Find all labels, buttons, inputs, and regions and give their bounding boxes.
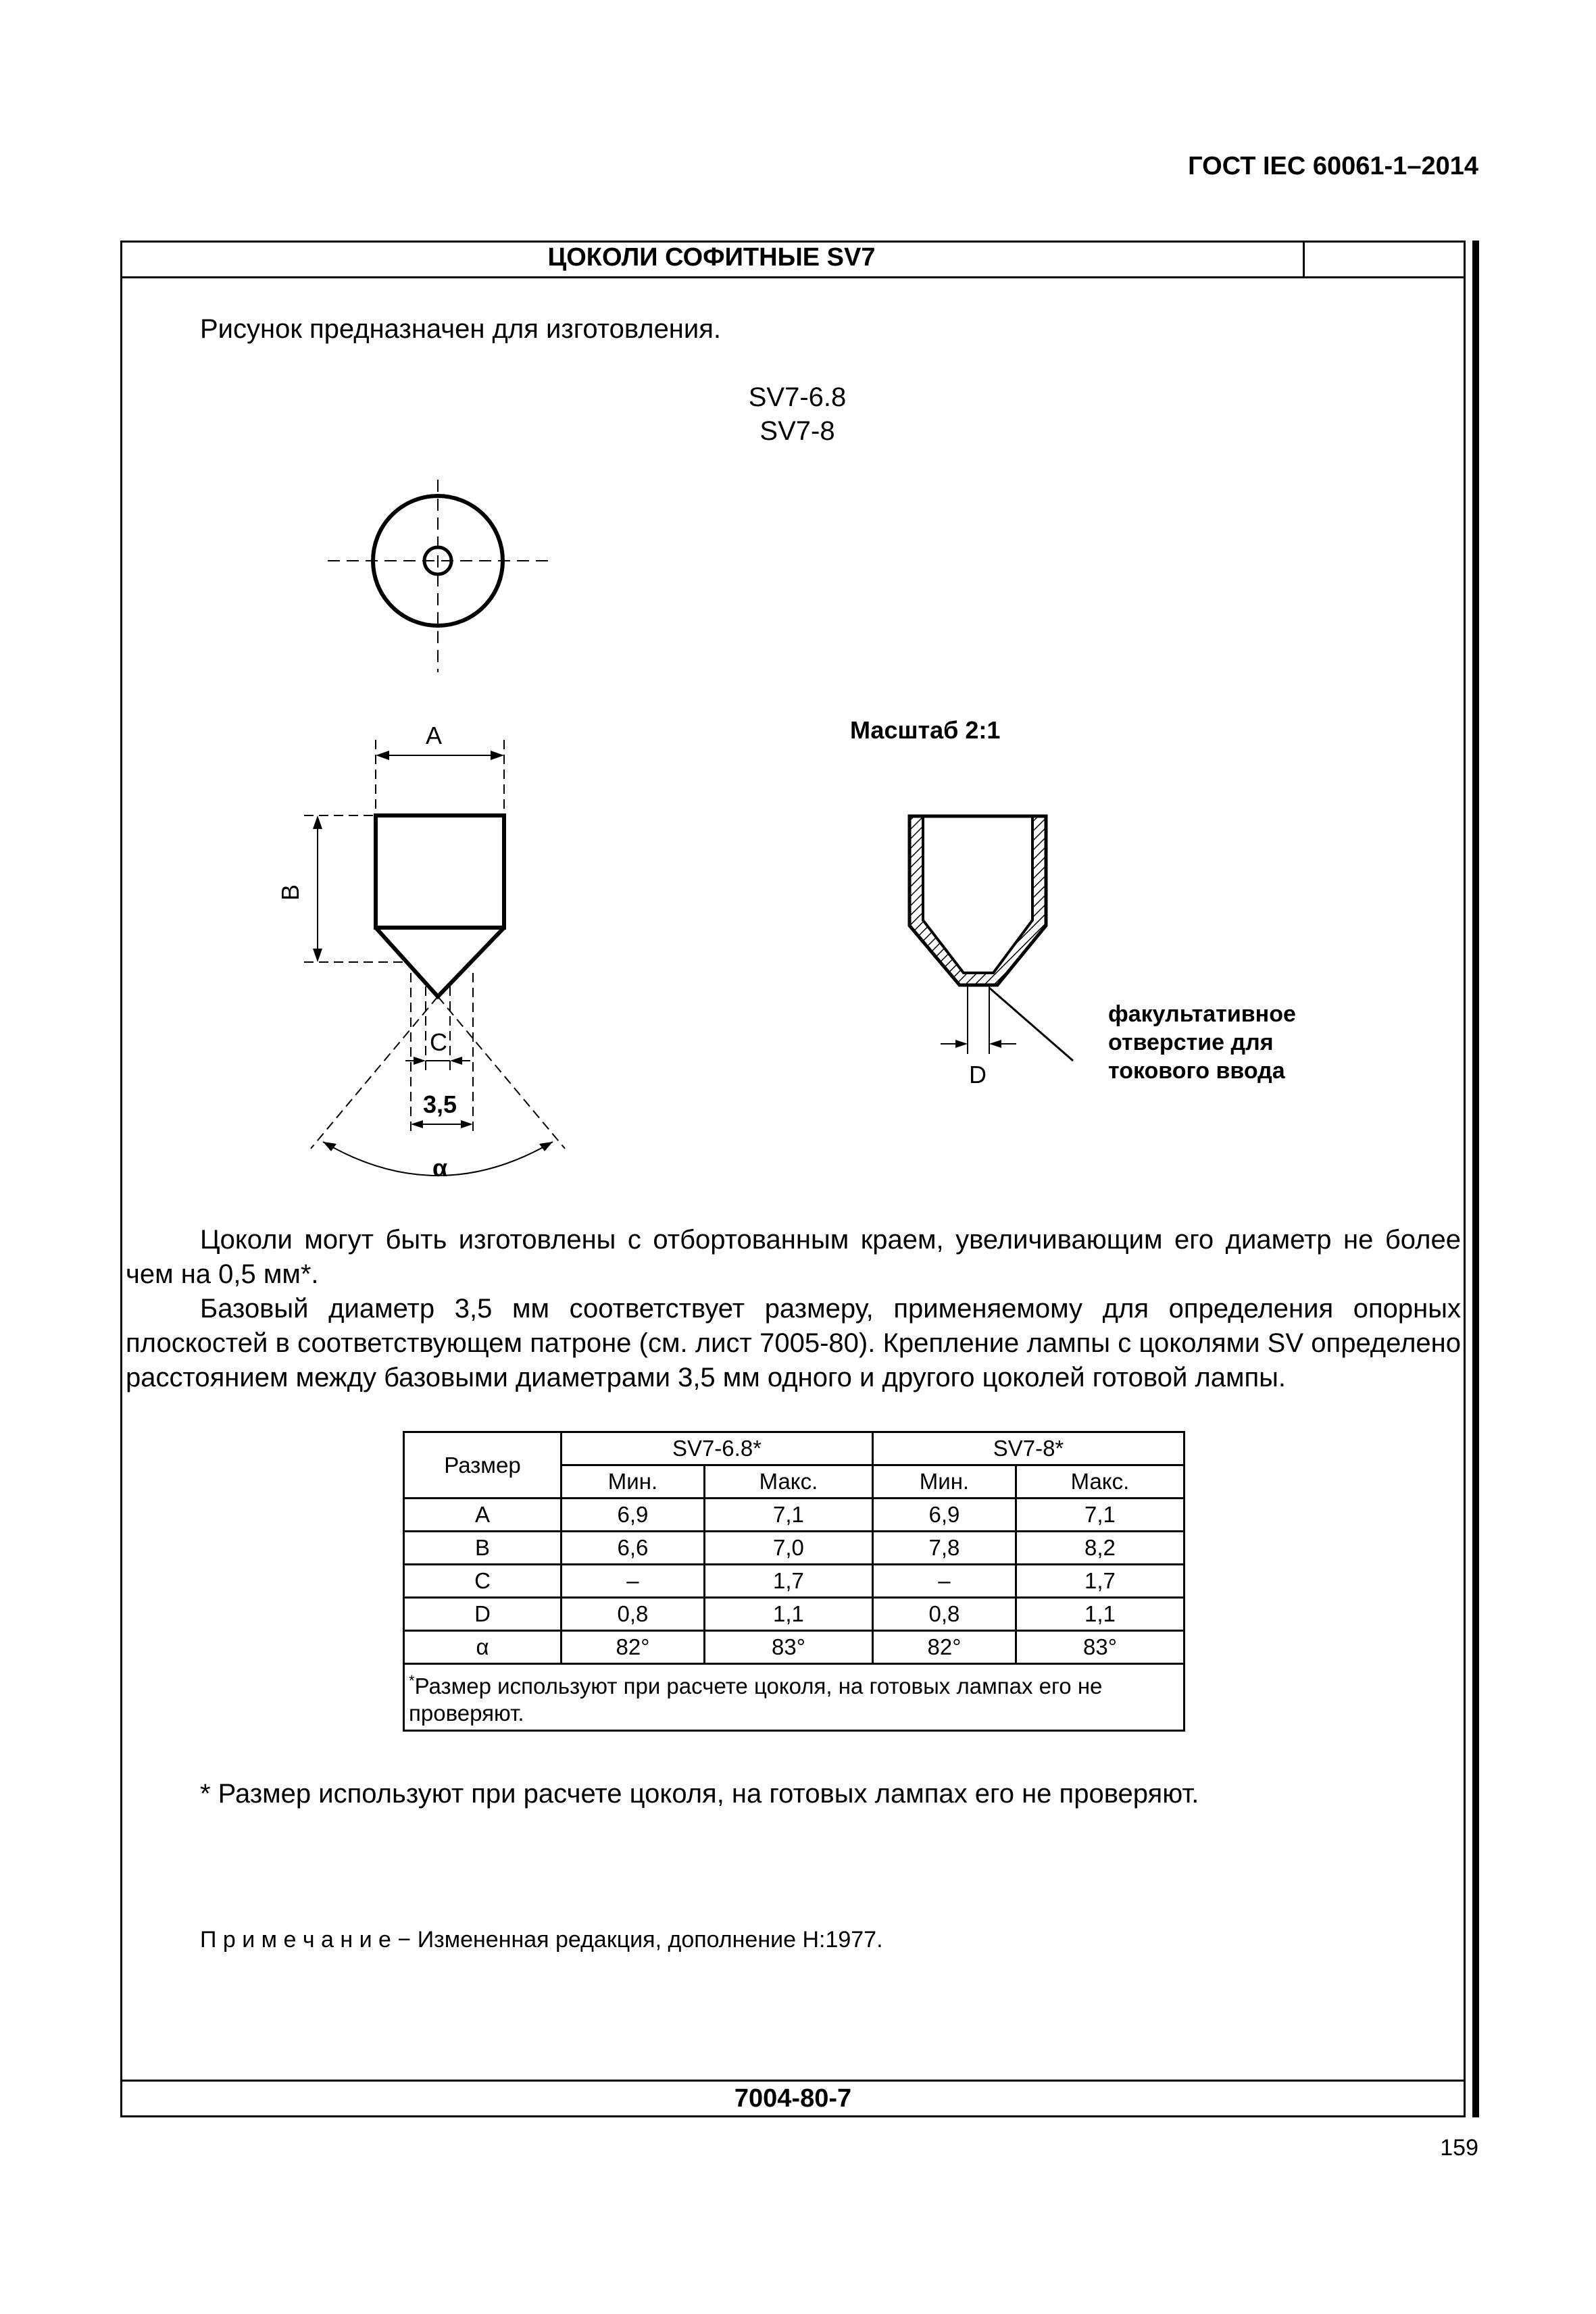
intro-text: Рисунок предназначен для изготовления.	[200, 314, 722, 344]
dim-label-d: D	[969, 1061, 987, 1088]
page-number: 159	[1440, 2135, 1478, 2161]
sheet-title: ЦОКОЛИ СОФИТНЫЕ SV7	[547, 243, 876, 272]
dim-label-alpha: α	[432, 1154, 448, 1182]
table-row: A 6,9 7,1 6,9 7,1	[404, 1499, 1184, 1532]
col-size-header: Размер	[404, 1432, 562, 1499]
dim-label-a: A	[426, 722, 443, 749]
type-label-2: SV7-8	[759, 416, 835, 446]
top-view	[328, 480, 548, 672]
paragraph-flange: Цоколи могут быть изготовлены с отбортованным краем, увеличивающим его диаметр не более чем на 0,5 мм*.	[126, 1225, 1461, 1289]
group-header-sv7-8: SV7-8*	[872, 1432, 1184, 1465]
col-max: Макс.	[1016, 1465, 1184, 1499]
col-max: Макс.	[704, 1465, 872, 1499]
type-label-1: SV7-6.8	[748, 382, 847, 412]
table-row: C – 1,7 – 1,7	[404, 1565, 1184, 1598]
paragraph-base-diameter: Базовый диаметр 3,5 мм соответствует размеру, применяемому для определения опорных плоскостей в соответствующем патроне (см. лист 7005-80). Крепление лампы с цоколями SV определено расстоянием между базовыми диаметрами 3,5 мм одного и другого цоколей готовой лампы.	[126, 1294, 1461, 1392]
table-row: D 0,8 1,1 0,8 1,1	[404, 1598, 1184, 1631]
group-header-sv7-6-8: SV7-6.8*	[562, 1432, 873, 1465]
scale-label: Масштаб 2:1	[850, 716, 1001, 744]
table-row: B 6,6 7,0 7,8 8,2	[404, 1532, 1184, 1565]
standard-number: ГОСТ IEC 60061-1–2014	[1188, 152, 1478, 180]
dimensions-table	[403, 1431, 1185, 1732]
remark: П р и м е ч а н и е − Измененная редакция, дополнение Н:1977.	[200, 1927, 883, 1953]
table-row: α 82° 83° 82° 83°	[404, 1631, 1184, 1664]
dim-label-3-5: 3,5	[423, 1090, 457, 1118]
sheet-number: 7004-80-7	[734, 2084, 852, 2113]
footer-divider	[120, 2080, 1466, 2082]
dim-label-c: C	[430, 1028, 447, 1056]
table-note: *Размер используют при расчете цоколя, на готовых лампах его не проверяют.	[404, 1664, 1184, 1731]
section-view	[909, 816, 1073, 1061]
col-min: Мин.	[872, 1465, 1016, 1499]
footnote: * Размер используют при расчете цоколя, на готовых лампах его не проверяют.	[200, 1779, 1199, 1809]
dim-label-b: B	[276, 884, 305, 901]
hole-note: факультативное отверстие для токового ввода	[1108, 1001, 1296, 1084]
col-min: Мин.	[562, 1465, 705, 1499]
